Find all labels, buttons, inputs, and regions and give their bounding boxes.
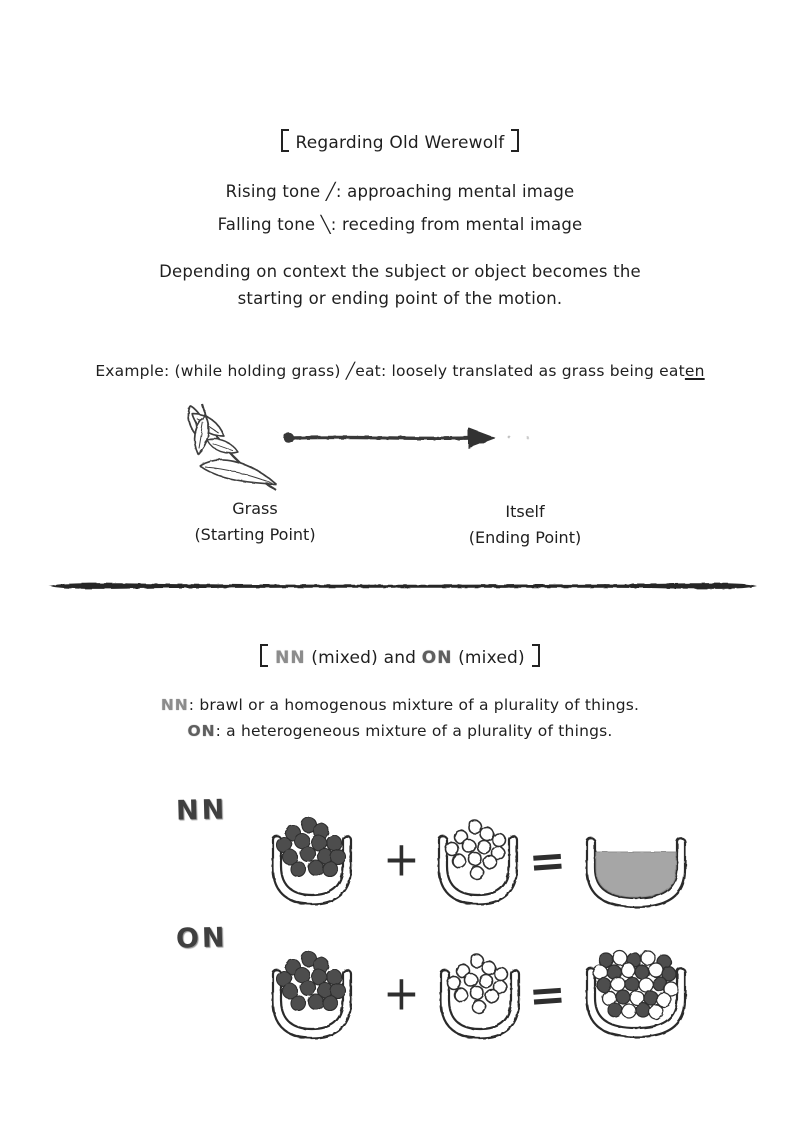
context-paragraph-line1: Depending on context the subject or object becomes the [159,262,641,281]
on-term: ON [187,722,216,740]
start-point-caption [155,496,355,548]
cup-dark-dots-icon [262,816,362,911]
start-sublabel: (Starting Point) [194,525,316,544]
on-equals-sign: = [527,968,568,1023]
end-sublabel: (Ending Point) [468,528,582,547]
cup-solid-fill-icon [576,818,696,913]
end-label: Itself [505,502,545,521]
lenticular-bracket-right-icon [511,129,519,152]
start-label: Grass [232,499,278,518]
cup-mixed-dots-icon [576,948,696,1043]
divider-line [46,579,760,593]
heading-on-term: ON [421,648,453,668]
end-point-caption [425,499,625,551]
nn-definition-text: : brawl or a homogenous mixture of a plurality of things. [188,696,640,714]
nn-definition [0,696,800,714]
nn-equals-sign: = [527,834,568,889]
on-plus-sign: + [383,965,420,1022]
on-definition-text: : a heterogeneous mixture of a plurality of things. [215,722,613,740]
example-line [0,362,800,380]
lenticular-bracket-left-icon [281,129,289,152]
grass-sprig-icon [172,390,300,500]
cup-open-dots-icon [428,816,528,911]
example-text: Example: (while holding grass) ╱eat: loosely translated as grass being eat [95,362,685,380]
title-text: Regarding Old Werewolf [295,133,505,153]
nn-plus-sign: + [383,831,420,888]
cup-dark-dots-icon [262,950,362,1045]
on-definition [0,722,800,740]
nn-term: NN [160,696,189,714]
mixing-heading [0,644,800,668]
cup-open-dots-icon [430,950,530,1045]
context-paragraph-line2: starting or ending point of the motion. [237,289,563,308]
on-row-label: ON [175,922,228,955]
motion-arrow-icon [282,424,534,452]
lenticular-bracket-left-icon [260,644,268,667]
rising-tone-line: Rising tone ╱: approaching mental image [225,182,575,201]
nn-row-label: NN [175,794,228,827]
page-title [0,129,800,153]
heading-mid1: (mixed) and [305,648,422,668]
falling-tone-line: Falling tone ╲: receding from mental image [217,215,583,234]
heading-mid2: (mixed) [452,648,525,668]
heading-nn-term: NN [275,648,306,668]
example-underlined-text: en [684,362,705,380]
lenticular-bracket-right-icon [532,644,540,667]
